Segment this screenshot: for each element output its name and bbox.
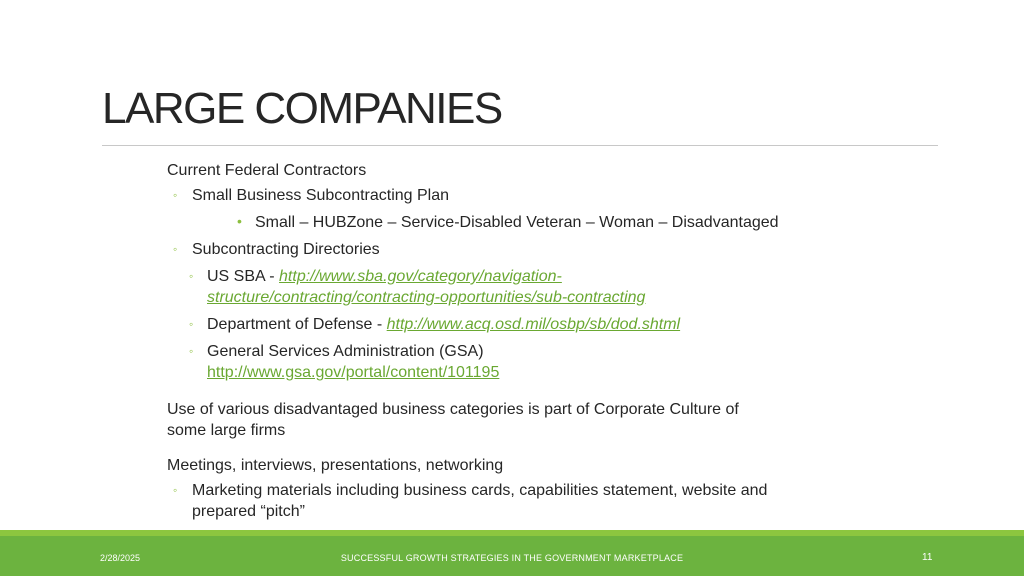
culture-text-line2: some large firms (167, 422, 286, 439)
circle-bullet-icon: ◦ (173, 483, 178, 497)
gsa-label: General Services Administration (GSA) (207, 343, 484, 360)
slide-title: LARGE COMPANIES (102, 84, 502, 133)
bullet-categories (167, 212, 847, 233)
bullet-dod (167, 314, 847, 335)
gsa-link[interactable]: http://www.gsa.gov/portal/content/101195 (207, 364, 500, 381)
circle-bullet-icon: ◦ (173, 188, 178, 202)
dod-label: Department of Defense - (207, 316, 387, 333)
circle-bullet-icon: ◦ (189, 344, 194, 358)
bullet-subcontracting-plan (167, 185, 847, 206)
slide-body (167, 160, 847, 522)
circle-bullet-icon: ◦ (189, 317, 194, 331)
title-divider (102, 145, 938, 146)
circle-bullet-icon: ◦ (173, 242, 178, 256)
dod-link[interactable]: http://www.acq.osd.mil/osbp/sb/dod.shtml (386, 316, 681, 333)
slide-number: 11 (922, 552, 933, 563)
footer-title: SUCCESSFUL GROWTH STRATEGIES IN THE GOVERNMENT MARKETPLACE (340, 553, 684, 563)
bullet-directories (167, 239, 847, 260)
bullet-marketing (167, 480, 847, 522)
bullet-gsa (167, 341, 847, 383)
categories-text: Small – HUBZone – Service-Disabled Veteran – Woman – Disadvantaged (255, 214, 779, 231)
sba-link[interactable]: http://www.sba.gov/category/navigation- (279, 268, 562, 285)
current-contractors-text: Current Federal Contractors (167, 162, 367, 179)
subcontracting-plan-text: Small Business Subcontracting Plan (192, 187, 450, 204)
circle-bullet-icon: ◦ (189, 269, 194, 283)
marketing-text-line2: prepared “pitch” (192, 503, 305, 520)
bullet-corporate-culture (167, 399, 847, 441)
directories-text: Subcontracting Directories (192, 241, 380, 258)
bullet-meetings (167, 455, 847, 476)
culture-text-line1: Use of various disadvantaged business categories is part of Corporate Culture of (167, 401, 739, 418)
dot-bullet-icon: • (237, 213, 242, 229)
sba-label: US SBA - (207, 268, 280, 285)
sba-link-continued[interactable]: structure/contracting/contracting-opportunities/sub-contracting (207, 289, 646, 306)
bullet-sba (167, 266, 847, 308)
footer-date: 2/28/2025 (100, 553, 141, 563)
bullet-current-contractors (167, 160, 847, 181)
marketing-text-line1: Marketing materials including business cards, capabilities statement, website and (192, 482, 768, 499)
meetings-text: Meetings, interviews, presentations, networking (167, 457, 504, 474)
footer-accent-stripe (0, 530, 1024, 536)
